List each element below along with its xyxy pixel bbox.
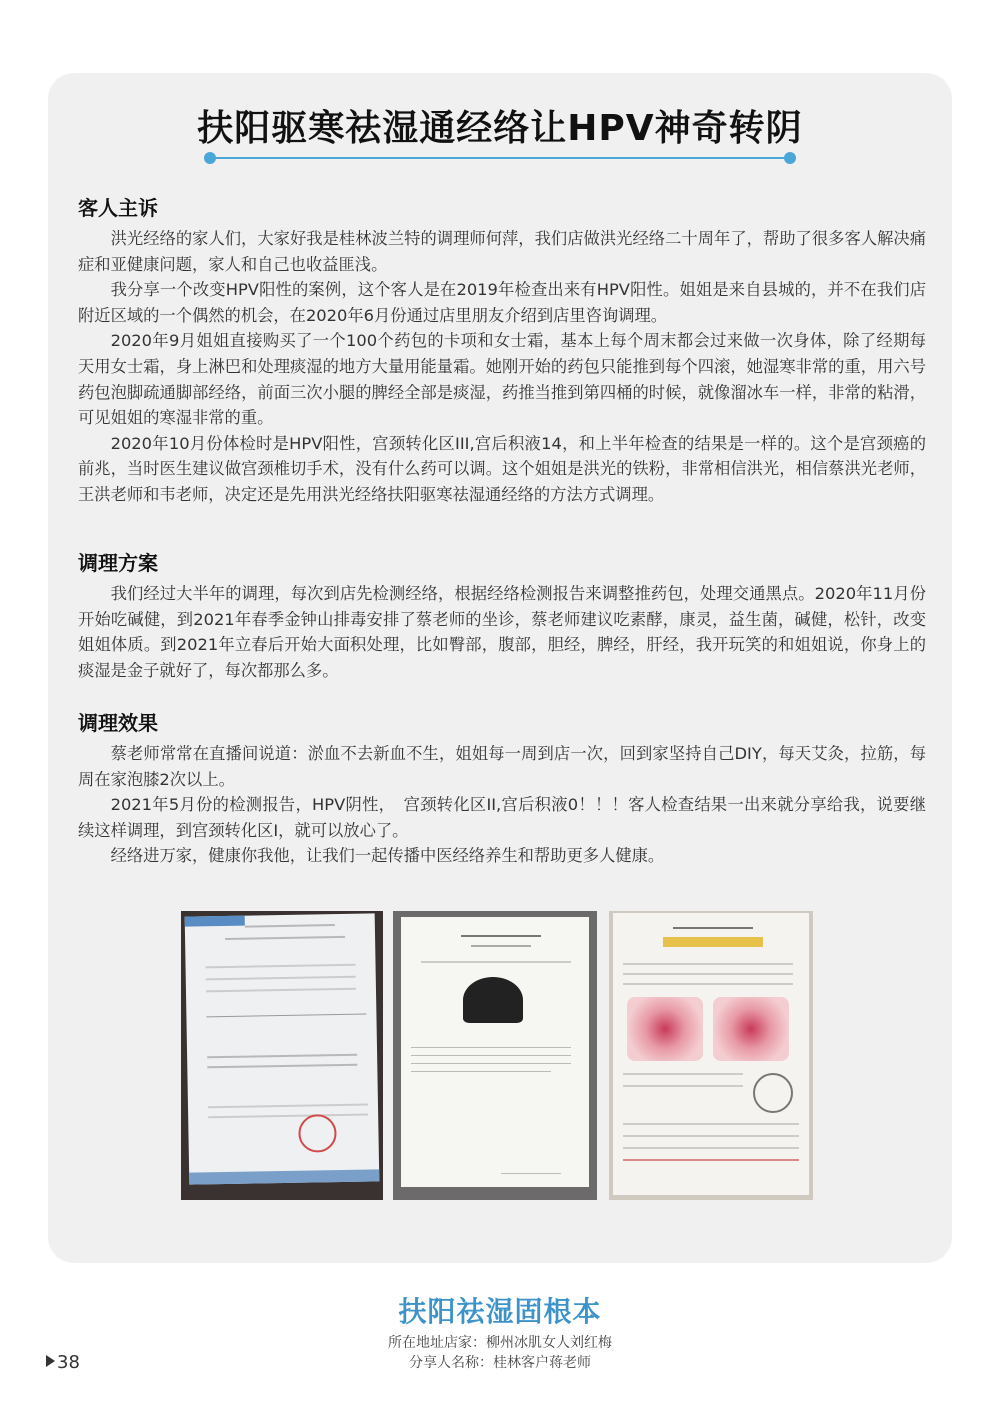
- hpv-report-photo: [181, 911, 383, 1200]
- page-number: [46, 1352, 80, 1373]
- paragraph: 2020年10月份体检时是HPV阳性，宫颈转化区III,宫后积液14，和上半年检查的结果是一样的。这个是宫颈癌的前兆，当时医生建议做宫颈椎切手术，没有什么药可以调。这个姐姐是洪光的铁粉，非常相信洪光，相信蔡洪光老师，王洪老师和韦老师，决定还是先用洪光经络扶阳驱寒祛湿通经络的方法方式调理。: [78, 433, 926, 504]
- section-plan: [78, 549, 926, 683]
- page-title: 扶阳驱寒祛湿通经络让HPV神奇转阴: [197, 108, 803, 149]
- title-divider: [210, 157, 790, 159]
- paragraph: 经络进万家，健康你我他，让我们一起传播中医经络养生和帮助更多人健康。: [110, 846, 665, 866]
- divider-dot-left: [204, 152, 216, 164]
- page-number-text: 38: [57, 1352, 80, 1373]
- footer-address: 所在地址店家：柳州冰肌女人刘红梅: [388, 1335, 612, 1351]
- paragraph: 洪光经络的家人们，大家好我是桂林波兰特的调理师何萍，我们店做洪光经络二十周年了，帮助了很多客人解决痛症和亚健康问题，家人和自己也收益匪浅。: [78, 229, 926, 274]
- divider-dot-right: [784, 152, 796, 164]
- section-heading: 调理方案: [78, 551, 158, 575]
- section-heading: 调理效果: [78, 711, 158, 735]
- paragraph: 蔡老师常常在直播间说道：淤血不去新血不生，姐姐每一周到店一次，回到家坚持自己DIY，每天艾灸，拉筋，每周在家泡膝2次以上。: [78, 744, 926, 789]
- colposcopy-report-photo: [609, 911, 813, 1200]
- footer-sharer: 分享人名称：桂林客户蒋老师: [409, 1355, 591, 1371]
- paragraph: 2021年5月份的检测报告，HPV阴性， 宫颈转化区II,宫后积液0！！！客人检查结果一出来就分享给我，说要继续这样调理，到宫颈转化区I，就可以放心了。: [78, 795, 926, 840]
- footer-brand: 扶阳祛湿固根本: [398, 1295, 602, 1328]
- ultrasound-report-photo: [393, 911, 597, 1200]
- triangle-icon: [46, 1355, 55, 1367]
- section-complaint: [78, 194, 926, 508]
- section-heading: 客人主诉: [78, 196, 158, 220]
- paragraph: 我分享一个改变HPV阳性的案例，这个客人是在2019年检查出来有HPV阳性。姐姐是来自县城的，并不在我们店附近区域的一个偶然的机会，在2020年6月份通过店里朋友介绍到店里咨询调理。: [78, 280, 926, 325]
- section-results: [78, 709, 926, 869]
- paragraph: 我们经过大半年的调理，每次到店先检测经络，根据经络检测报告来调整推药包，处理交通黑点。2020年11月份开始吃碱健，到2021年春季金钟山排毒安排了蔡老师的坐诊，蔡老师建议吃素酵，康灵，益生菌，碱健，松针，改变姐姐体质。到2021年立春后开始大面积处理，比如臀部，腹部，胆经，脾经，肝经，我开玩笑的和姐姐说，你身上的痰湿是金子就好了，每次都那么多。: [78, 584, 926, 680]
- paragraph: 2020年9月姐姐直接购买了一个100个药包的卡项和女士霜，基本上每个周末都会过来做一次身体，除了经期每天用女士霜，身上淋巴和处理痰湿的地方大量用能量霜。她刚开始的药包只能推到每个四滚，她湿寒非常的重，用六号药包泡脚疏通脚部经络，前面三次小腿的脾经全部是痰湿，药推当推到第四桶的时候，就像溜冰车一样，非常的粘滑，可见姐姐的寒湿非常的重。: [78, 331, 926, 428]
